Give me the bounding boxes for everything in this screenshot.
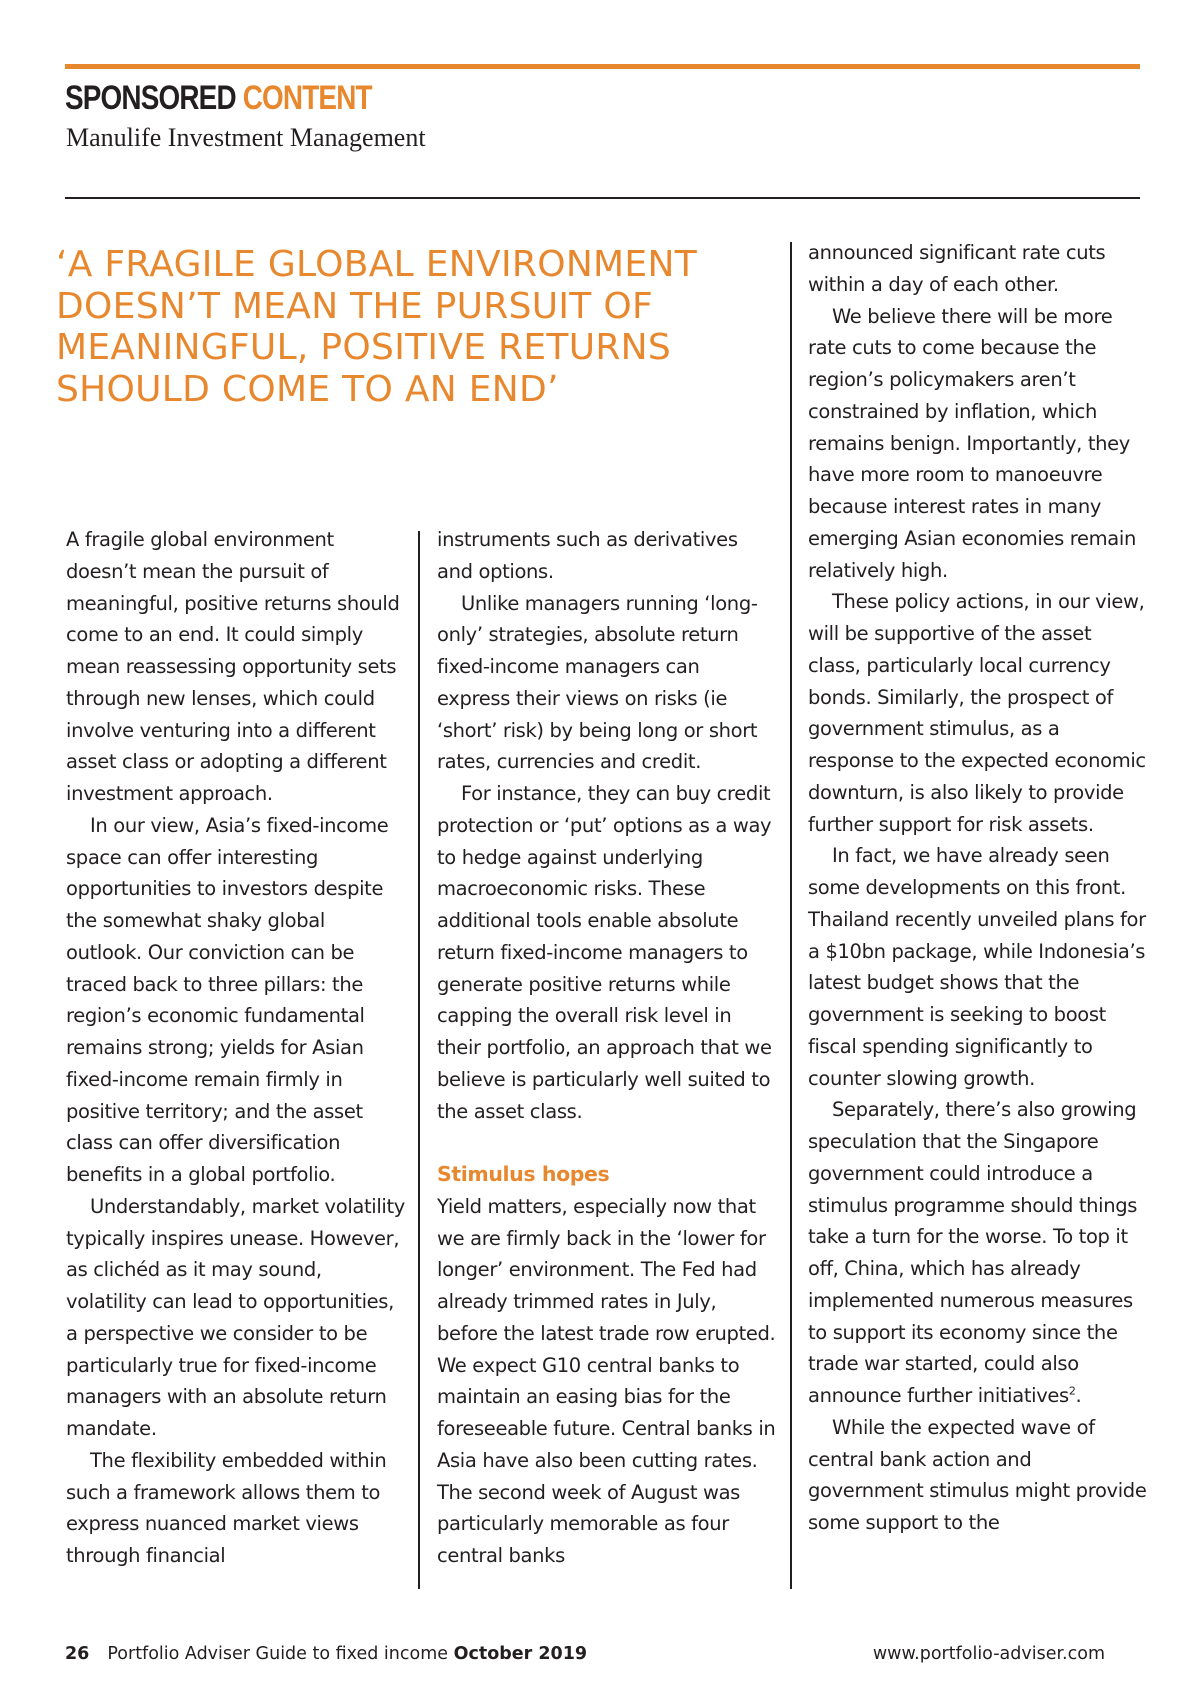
footnote-marker: 2 [1068, 1384, 1076, 1398]
column-divider [418, 531, 420, 1589]
website-url: www.portfolio-adviser.com [872, 1644, 1105, 1664]
article-column-2 [437, 524, 777, 1572]
paragraph: The flexibility embedded within such a framework allows them to express nuanced market views through financial [66, 1448, 387, 1567]
paragraph: Separately, there’s also growing speculation that the Singapore government could introduce a stimulus programme should things take a turn for the worse. To top it off, China, which has already implemented numerous measures to support its economy since the trade war started, could also announce further initiatives$^2$. [808, 1098, 1138, 1407]
paragraph: In our view, Asia’s fixed-income space can offer interesting opportunities to investors despite the somewhat shaky global outlook. Our conviction can be traced back to three pillars: the region’s economic fundamental remains strong; yields for Asian fixed-income remain firmly in positive territory; and the asset class can offer diversification benefits in a global portfolio. [66, 813, 389, 1186]
paragraph: announced significant rate cuts within a day of each other. [808, 241, 1106, 296]
header-accent-bar [65, 64, 1140, 69]
publication-name: Portfolio Adviser Guide to fixed income [107, 1644, 449, 1664]
paragraph: For instance, they can buy credit protection or ‘put’ options as a way to hedge against underlying macroeconomic risks. These additional tools enable absolute return fixed-income managers to generate positive returns while capping the overall risk level in their portfolio, an approach that we believe is particularly well suited to the asset class. [437, 782, 772, 1123]
sponsor-name: Manulife Investment Management [66, 123, 426, 152]
subheading: Stimulus hopes [437, 1162, 610, 1186]
paragraph: While the expected wave of central bank action and government stimulus might provide some support to the [808, 1415, 1147, 1534]
header-rule [65, 197, 1140, 199]
column-divider [790, 242, 792, 1589]
paragraph: Yield matters, especially now that we are firmly back in the ‘lower for longer’ environment. The Fed had already trimmed rates in July, before the latest trade row erupted. We expect G10 central banks to maintain an easing bias for the foreseeable future. Central banks in Asia have also been cutting rates. The second week of August was particularly memorable as four central banks [437, 1194, 776, 1567]
paragraph: instruments such as derivatives and options. [437, 528, 738, 583]
paragraph: We believe there will be more rate cuts to come because the region’s policymakers aren’t constrained by inflation, which remains benign. Importantly, they have more room to manoeuvre because interest rates in many emerging Asian economies remain relatively high. [808, 304, 1136, 582]
article-column-3 [808, 237, 1148, 1539]
page-number: 26 [65, 1644, 90, 1664]
sponsored-content-label: SPONSORED CONTENT [65, 79, 372, 117]
paragraph: A fragile global environment doesn’t mean the pursuit of meaningful, positive returns should come to an end. It could simply mean reassessing opportunity sets through new lenses, which could involve venturing into a different asset class or adopting a different investment approach. [66, 528, 400, 805]
pull-quote: ‘A FRAGILE GLOBAL ENVIRONMENT DOESN’T MEAN THE PURSUIT OF MEANINGFUL, POSITIVE RETURNS SHOULD COME TO AN END’ [56, 244, 697, 410]
issue-date: October 2019 [453, 1644, 588, 1664]
page-footer [65, 1643, 1105, 1665]
paragraph: Understandably, market volatility typically inspires unease. However, as clichéd as it may sound, volatility can lead to opportunities, a perspective we consider to be particularly true for fixed-income managers with an absolute return mandate. [66, 1194, 405, 1440]
article-column-1 [66, 524, 406, 1572]
paragraph: These policy actions, in our view, will be supportive of the asset class, particularly local currency bonds. Similarly, the prospect of government stimulus, as a response to the expected economic downturn, is also likely to provide further support for risk assets. [808, 590, 1146, 836]
paragraph: Unlike managers running ‘long-only’ strategies, absolute return fixed-income managers can express their views on risks (ie ‘short’ risk) by being long or short rates, currencies and credit. [437, 591, 758, 774]
paragraph: In fact, we have already seen some developments on this front. Thailand recently unveiled plans for a $10bn package, while Indonesia’s latest budget shows that the government is seeking to boost fiscal spending significantly to counter slowing growth. [808, 844, 1146, 1090]
